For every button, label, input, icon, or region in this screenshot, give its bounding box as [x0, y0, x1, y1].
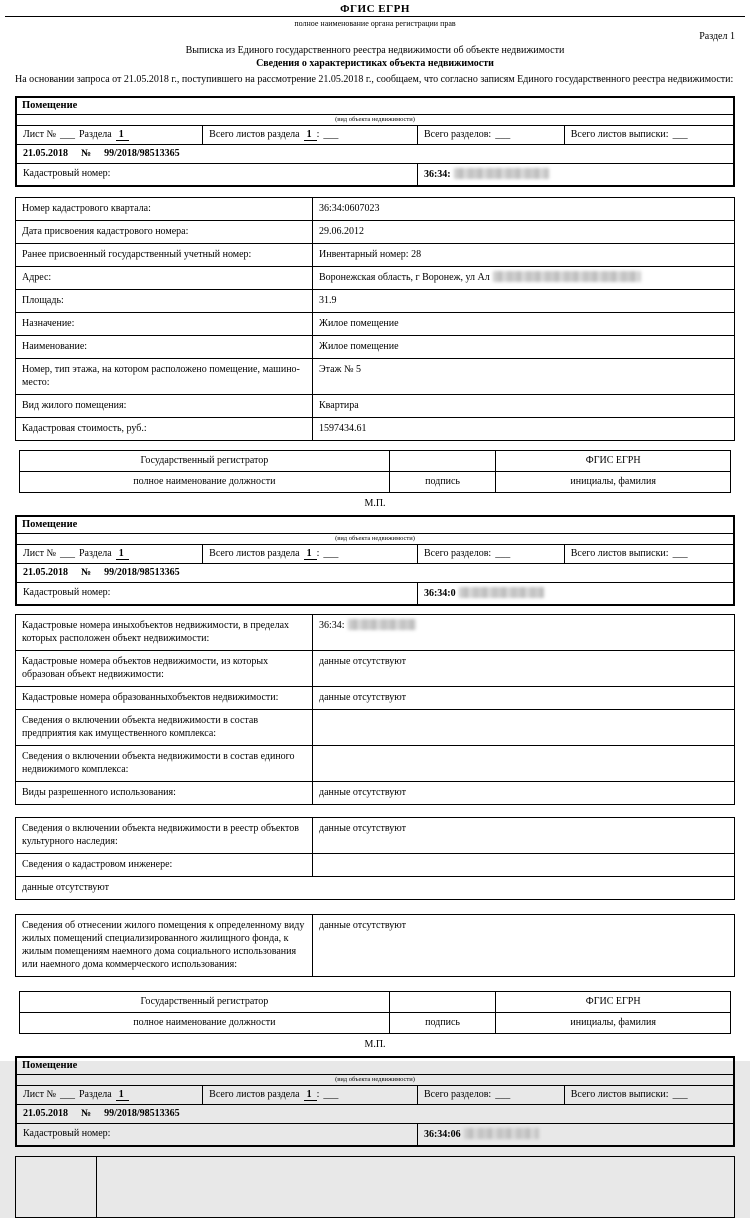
sheet-blank: ___ — [59, 129, 75, 140]
registrar-table — [19, 991, 731, 1034]
row-label: Сведения о включении объекта недвижимости в реестр объектов культурного наследия: — [16, 818, 313, 854]
system-title: ФГИС ЕГРН — [340, 3, 410, 15]
total-sheets-label: Всего листов раздела — [209, 129, 300, 140]
address-prefix: Воронежская область, г Воронеж, ул Ал — [319, 272, 490, 283]
row-value: данные отсутствуют — [313, 651, 735, 687]
total-sheets-cell — [203, 545, 418, 563]
cadastral-prefix: 36:34:06 — [423, 1129, 461, 1140]
total-sheets-label: Всего листов раздела — [209, 1089, 300, 1100]
request-number: 99/2018/98513365 — [104, 567, 180, 578]
row-label: Кадастровые номера образованныхобъектов недвижимости: — [16, 687, 313, 710]
registrar-table — [19, 450, 731, 493]
row-value — [313, 267, 735, 290]
row-label: Кадастровые номера объектов недвижимости, из которых образован объект недвижимости: — [16, 651, 313, 687]
table-row — [20, 1013, 731, 1034]
row-label: Назначение: — [16, 313, 313, 336]
cadastral-prefix: 36:34:0 — [423, 588, 456, 599]
cadastral-prefix: 36:34: — [423, 169, 451, 180]
row-label: Кадастровая стоимость, руб.: — [16, 418, 313, 441]
request-date: 21.05.2018 — [23, 1108, 68, 1119]
system-title: ФГИС ЕГРН — [496, 451, 731, 472]
table-row — [16, 395, 735, 418]
total-sheets-number: 1 — [304, 1089, 317, 1101]
position-caption: полное наименование должности — [20, 472, 390, 493]
request-date: 21.05.2018 — [23, 567, 68, 578]
colon: : — [316, 548, 320, 559]
table-row — [16, 1157, 735, 1218]
sheet-cell — [17, 545, 203, 563]
redacted-blur — [459, 587, 544, 598]
razdel-number: 1 — [116, 129, 129, 141]
cadastral-value — [418, 583, 550, 604]
basis-text: На основании запроса от 21.05.2018 г., поступившего на рассмотрение 21.05.2018 г., сообщаем, что согласно записям Единого государственного реестра недвижимости: — [15, 74, 734, 85]
row-label: Сведения о включении объекта недвижимости в состав предприятия как имущественного комплекса: — [16, 710, 313, 746]
cadastral-number-row — [17, 1124, 733, 1145]
row-label: Номер, тип этажа, на котором расположено помещение, машино-место: — [16, 359, 313, 395]
org-caption: полное наименование органа регистрации прав — [294, 19, 456, 28]
razdel-label: Раздела — [78, 548, 112, 559]
total-razdels-label: Всего разделов: — [423, 548, 492, 559]
row-label: Сведения о кадастровом инженере: — [16, 854, 313, 877]
object-type: Помещение — [17, 98, 733, 115]
total-sheets-label: Всего листов раздела — [209, 548, 300, 559]
table-row — [16, 877, 735, 900]
table-row — [16, 221, 735, 244]
table-row — [16, 290, 735, 313]
row-label: Сведения об отнесении жилого помещения к определенному виду жилых помещений специализированного жилищного фонда, к жилым помещениям наемного дома социального использования или наемного дома коммерческого использования: — [16, 915, 313, 977]
razdel-label: Раздела — [78, 129, 112, 140]
number-sign: № — [81, 567, 92, 578]
total-extract-blank: ___ — [672, 548, 688, 559]
table-row — [16, 313, 735, 336]
section-label: Раздел 1 — [699, 31, 735, 42]
total-razdels-cell — [418, 126, 565, 144]
object-type-caption: (вид объекта недвижимости) — [17, 534, 733, 545]
table-row — [16, 746, 735, 782]
total-sheets-cell — [203, 1086, 418, 1104]
table-row — [16, 198, 735, 221]
row-value — [313, 854, 735, 877]
redacted-blur — [493, 271, 641, 282]
row-label: Вид жилого помещения: — [16, 395, 313, 418]
row-value: 29.06.2012 — [313, 221, 735, 244]
system-title: ФГИС ЕГРН — [496, 992, 731, 1013]
signature-space — [389, 451, 496, 472]
sheet-blank: ___ — [59, 548, 75, 559]
sheet-cell — [17, 1086, 203, 1104]
row-value: данные отсутствуют — [313, 782, 735, 805]
cadastral-number-row — [17, 164, 733, 185]
table-row — [16, 782, 735, 805]
object-type-caption: (вид объекта недвижимости) — [17, 115, 733, 126]
row-value: 1597434.61 — [313, 418, 735, 441]
full-width-value: данные отсутствуют — [16, 877, 735, 900]
total-extract-blank: ___ — [672, 129, 688, 140]
number-sign: № — [81, 148, 92, 159]
redacted-blur — [464, 1128, 539, 1139]
table-row — [20, 992, 731, 1013]
row-value: данные отсутствуют — [313, 915, 735, 977]
stamp-mark: М.П. — [364, 498, 386, 509]
total-sheets-cell — [203, 126, 418, 144]
cadastral-label: Кадастровый номер: — [17, 164, 418, 185]
name-caption: инициалы, фамилия — [496, 1013, 731, 1034]
row-value: Квартира — [313, 395, 735, 418]
table-row — [20, 451, 731, 472]
sheet-label: Лист № — [23, 129, 56, 140]
table-row — [16, 687, 735, 710]
request-number: 99/2018/98513365 — [104, 148, 180, 159]
table-row — [16, 615, 735, 651]
total-sheets-blank: ___ — [323, 1089, 339, 1100]
table-row — [16, 915, 735, 977]
signature-caption: подпись — [389, 472, 496, 493]
total-razdels-blank: ___ — [495, 1089, 511, 1100]
razdel-label: Раздела — [78, 1089, 112, 1100]
row-value — [313, 710, 735, 746]
name-caption: инициалы, фамилия — [496, 472, 731, 493]
row-value: Жилое помещение — [313, 313, 735, 336]
table-row — [16, 418, 735, 441]
sheet-info-row — [17, 1086, 733, 1105]
number-sign: № — [81, 1108, 92, 1119]
position-caption: полное наименование должности — [20, 1013, 390, 1034]
stamp-mark: М.П. — [364, 1039, 386, 1050]
total-extract-label: Всего листов выписки: — [570, 1089, 669, 1100]
cadastral-label: Кадастровый номер: — [17, 583, 418, 604]
total-extract-cell — [565, 545, 733, 563]
row-value — [313, 746, 735, 782]
object-section-box-3 — [15, 1056, 735, 1147]
row-label: Номер кадастрового квартала: — [16, 198, 313, 221]
registrar-title: Государственный регистратор — [20, 992, 390, 1013]
signature-caption: подпись — [389, 1013, 496, 1034]
doc-title: Выписка из Единого государственного реестра недвижимости об объекте недвижимости — [185, 45, 565, 56]
total-sheets-number: 1 — [304, 129, 317, 141]
object-type-caption: (вид объекта недвижимости) — [17, 1075, 733, 1086]
characteristics-table — [15, 197, 735, 441]
total-razdels-cell — [418, 545, 565, 563]
doc-subtitle: Сведения о характеристиках объекта недвижимости — [256, 58, 494, 69]
table-row — [16, 818, 735, 854]
row-value: 36:34:0607023 — [313, 198, 735, 221]
object-section-box-2 — [15, 515, 735, 606]
related-objects-table — [15, 614, 735, 805]
sheet-label: Лист № — [23, 1089, 56, 1100]
colon: : — [316, 1089, 320, 1100]
table-row — [16, 267, 735, 290]
partial-table — [15, 1156, 735, 1218]
object-type: Помещение — [17, 517, 733, 534]
row-value: 31.9 — [313, 290, 735, 313]
related-cadastral-prefix: 36:34: — [319, 620, 345, 631]
row-value: Жилое помещение — [313, 336, 735, 359]
row-value: данные отсутствуют — [313, 687, 735, 710]
total-sheets-blank: ___ — [323, 129, 339, 140]
signature-space — [389, 992, 496, 1013]
request-date: 21.05.2018 — [23, 148, 68, 159]
registrar-title: Государственный регистратор — [20, 451, 390, 472]
table-row — [16, 854, 735, 877]
object-section-box-1 — [15, 96, 735, 187]
total-extract-label: Всего листов выписки: — [570, 129, 669, 140]
total-razdels-label: Всего разделов: — [423, 129, 492, 140]
row-label: Адрес: — [16, 267, 313, 290]
header-divider — [5, 16, 745, 17]
row-label: Площадь: — [16, 290, 313, 313]
cadastral-value — [418, 1124, 545, 1145]
table-row — [16, 651, 735, 687]
sheet-blank: ___ — [59, 1089, 75, 1100]
table-row — [16, 710, 735, 746]
row-label: Кадастровые номера иныхобъектов недвижимости, в пределах которых расположен объект недвижимости: — [16, 615, 313, 651]
razdel-number: 1 — [116, 548, 129, 560]
razdel-number: 1 — [116, 1089, 129, 1101]
cadastral-value — [418, 164, 555, 185]
colon: : — [316, 129, 320, 140]
request-date-row — [17, 1105, 733, 1124]
request-date-row — [17, 145, 733, 164]
partial-cell — [16, 1157, 97, 1218]
request-date-row — [17, 564, 733, 583]
row-value: Этаж № 5 — [313, 359, 735, 395]
total-extract-cell — [565, 126, 733, 144]
table-row — [20, 472, 731, 493]
row-label: Ранее присвоенный государственный учетный номер: — [16, 244, 313, 267]
request-number: 99/2018/98513365 — [104, 1108, 180, 1119]
row-label: Дата присвоения кадастрового номера: — [16, 221, 313, 244]
total-extract-label: Всего листов выписки: — [570, 548, 669, 559]
total-razdels-label: Всего разделов: — [423, 1089, 492, 1100]
row-value — [313, 615, 735, 651]
total-extract-cell — [565, 1086, 733, 1104]
row-value: Инвентарный номер: 28 — [313, 244, 735, 267]
table-row — [16, 359, 735, 395]
object-type: Помещение — [17, 1058, 733, 1075]
total-sheets-blank: ___ — [323, 548, 339, 559]
total-razdels-blank: ___ — [495, 129, 511, 140]
sheet-info-row — [17, 545, 733, 564]
sheet-label: Лист № — [23, 548, 56, 559]
cadastral-label: Кадастровый номер: — [17, 1124, 418, 1145]
redacted-blur — [454, 168, 549, 179]
table-row — [16, 336, 735, 359]
row-value: данные отсутствуют — [313, 818, 735, 854]
total-razdels-blank: ___ — [495, 548, 511, 559]
total-sheets-number: 1 — [304, 548, 317, 560]
housing-fund-table — [15, 914, 735, 977]
table-row — [16, 244, 735, 267]
partial-cell — [97, 1157, 735, 1218]
redacted-blur — [348, 619, 416, 630]
culture-heritage-table — [15, 817, 735, 900]
cadastral-number-row — [17, 583, 733, 604]
row-label: Виды разрешенного использования: — [16, 782, 313, 805]
total-razdels-cell — [418, 1086, 565, 1104]
row-label: Наименование: — [16, 336, 313, 359]
sheet-cell — [17, 126, 203, 144]
row-label: Сведения о включении объекта недвижимости в состав единого недвижимого комплекса: — [16, 746, 313, 782]
sheet-info-row — [17, 126, 733, 145]
total-extract-blank: ___ — [672, 1089, 688, 1100]
